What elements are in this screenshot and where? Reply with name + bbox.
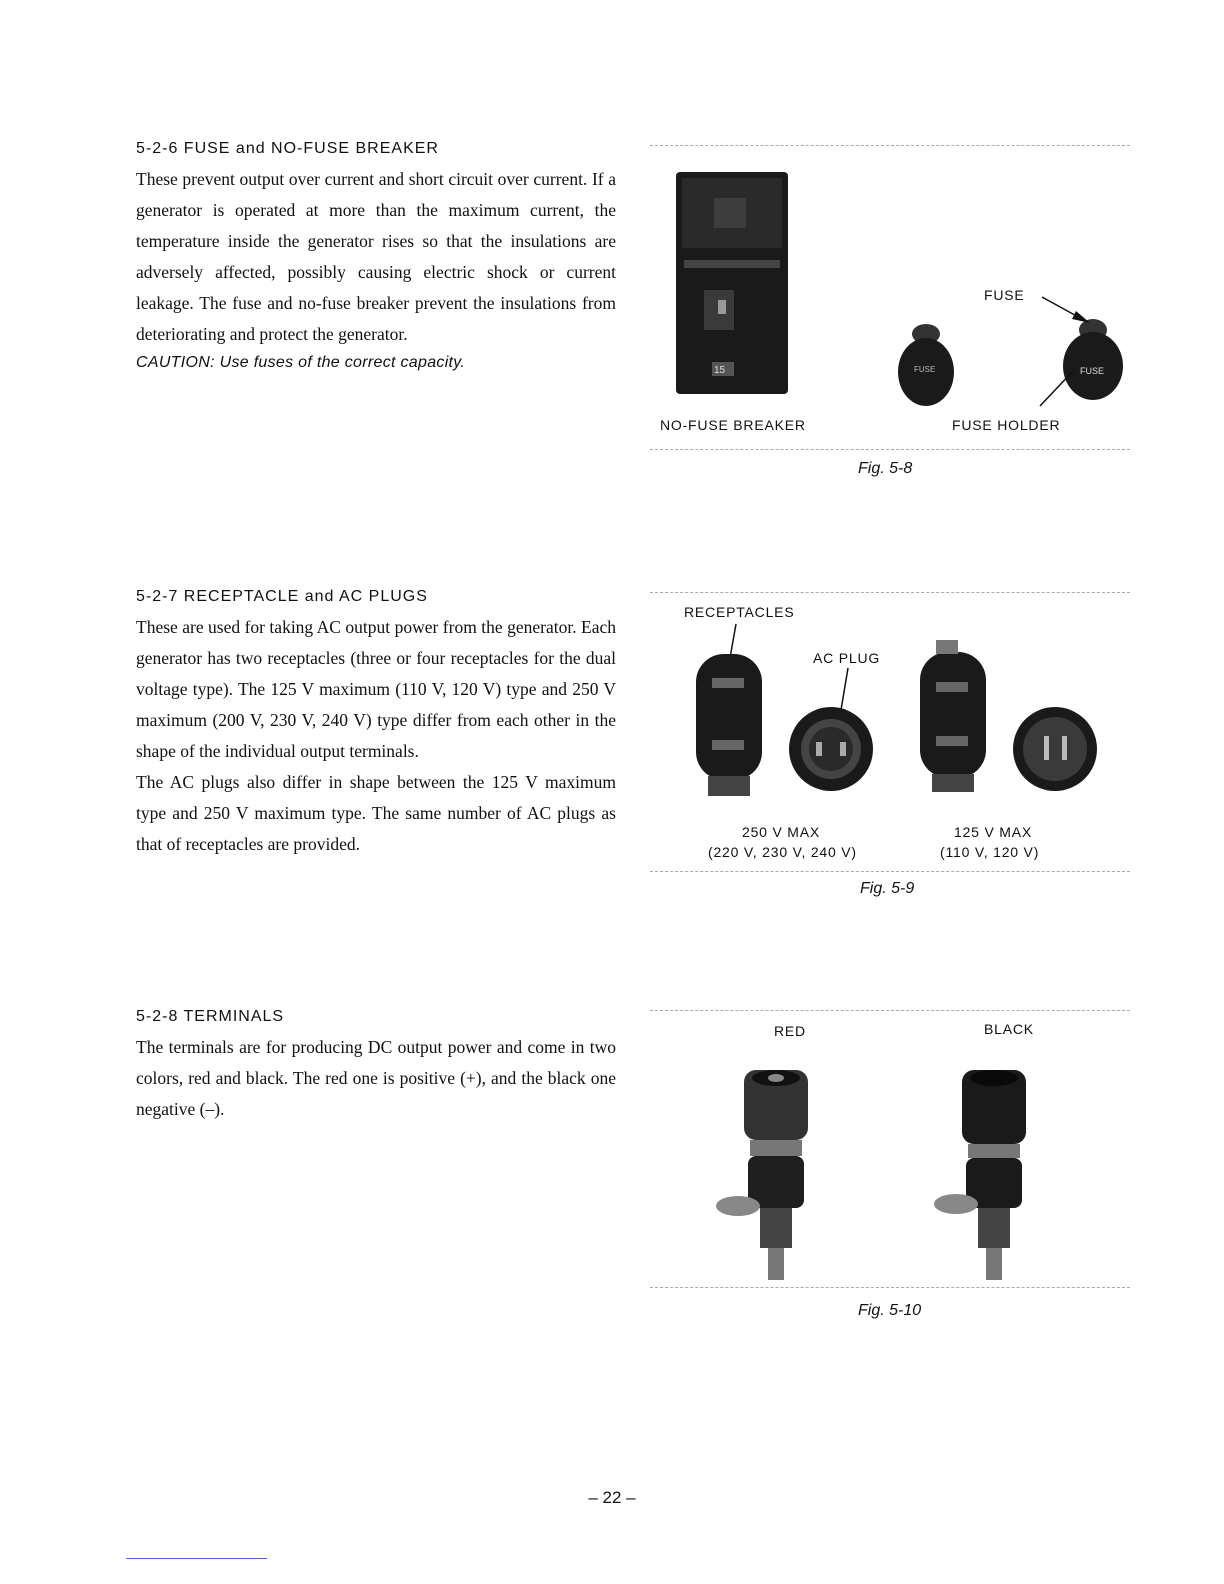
section-body: These are used for taking AC output power from the generator. Each generator has two receptacles (three or four receptacles for the dual voltage type). The 125 V maximum (110 V, 120 V) type and 250 V maximum (200 V, 230 V, 240 V) type differ from each other in the shape of the individual output terminals.: [136, 617, 616, 761]
fuse-holder-label: FUSE HOLDER: [952, 417, 1061, 433]
max-125v-voltages: (110 V, 120 V): [940, 844, 1040, 860]
fuse-holder-illustration: [896, 320, 956, 410]
section-title: 5-2-8 TERMINALS: [136, 1008, 285, 1025]
page-number: – 22 –: [588, 1488, 636, 1507]
ac-plug-label: AC PLUG: [813, 650, 881, 666]
section-body: These prevent output over current and short circuit over current. If a generator is operated at more than the maximum current, the temperature inside the generator rises so that the insulations are adversely affected, possibly causing electric shock or current leakage. The fuse and no-fuse breaker prevent the insulations from deteriorating and protect the generator.: [136, 169, 616, 344]
black-terminal-illustration: [932, 1066, 1052, 1284]
caution-note: CAUTION: Use fuses of the correct capacity.: [136, 354, 466, 371]
figure-caption: Fig. 5-9: [860, 880, 915, 897]
fuse-pointer-arrow: [1040, 295, 1100, 325]
breaker-rating-text: 15: [714, 365, 726, 376]
black-terminal-label: BLACK: [984, 1021, 1034, 1037]
fuse-cap-text: FUSE: [1080, 366, 1105, 376]
figure-caption: Fig. 5-10: [858, 1302, 922, 1319]
figure-border-top: [650, 592, 1130, 593]
figure-5-9: [650, 588, 1130, 908]
footer-rule: [126, 1558, 267, 1559]
figure-5-10: [650, 1008, 1130, 1328]
section-body-2: The AC plugs also differ in shape between the 125 V maximum type and 250 V maximum type. The same number of AC plugs as that of receptacles are provided.: [136, 772, 616, 854]
figure-5-8: [650, 140, 1130, 490]
red-terminal-illustration: [716, 1066, 836, 1284]
max-250v-voltages: (220 V, 230 V, 240 V): [708, 844, 857, 860]
red-terminal-label: RED: [774, 1023, 806, 1039]
section-fuse-breaker: [136, 140, 616, 372]
figure-border-bottom: [650, 1287, 1130, 1288]
no-fuse-breaker-label: NO-FUSE BREAKER: [660, 417, 806, 433]
holder-pointer-line: [1038, 368, 1078, 408]
figure-border-bottom: [650, 871, 1130, 872]
section-title: 5-2-7 RECEPTACLE and AC PLUGS: [136, 588, 428, 605]
figure-border-bottom: [650, 449, 1130, 450]
receptacles-label: RECEPTACLES: [684, 604, 795, 620]
figure-border-top: [650, 1010, 1130, 1011]
receptacle-250v-illustration: [690, 648, 770, 798]
max-125v-label: 125 V MAX: [954, 824, 1033, 840]
section-terminals: [136, 1008, 616, 1125]
figure-border-top: [650, 145, 1130, 146]
ac-plug-250v-illustration: [786, 704, 876, 794]
section-title: 5-2-6 FUSE and NO-FUSE BREAKER: [136, 140, 439, 157]
ac-plug-125v-illustration: [1010, 704, 1100, 794]
max-250v-label: 250 V MAX: [742, 824, 821, 840]
fuse-label: FUSE: [984, 287, 1025, 303]
fuse-holder-cap-text: FUSE: [914, 365, 936, 374]
section-receptacle-plugs: [136, 588, 616, 860]
no-fuse-breaker-illustration: [674, 170, 794, 400]
figure-caption: Fig. 5-8: [858, 460, 913, 477]
section-body: The terminals are for producing DC output power and come in two colors, red and black. The red one is positive (+), and the black one negative (–).: [136, 1037, 616, 1119]
receptacle-125v-illustration: [914, 638, 994, 798]
